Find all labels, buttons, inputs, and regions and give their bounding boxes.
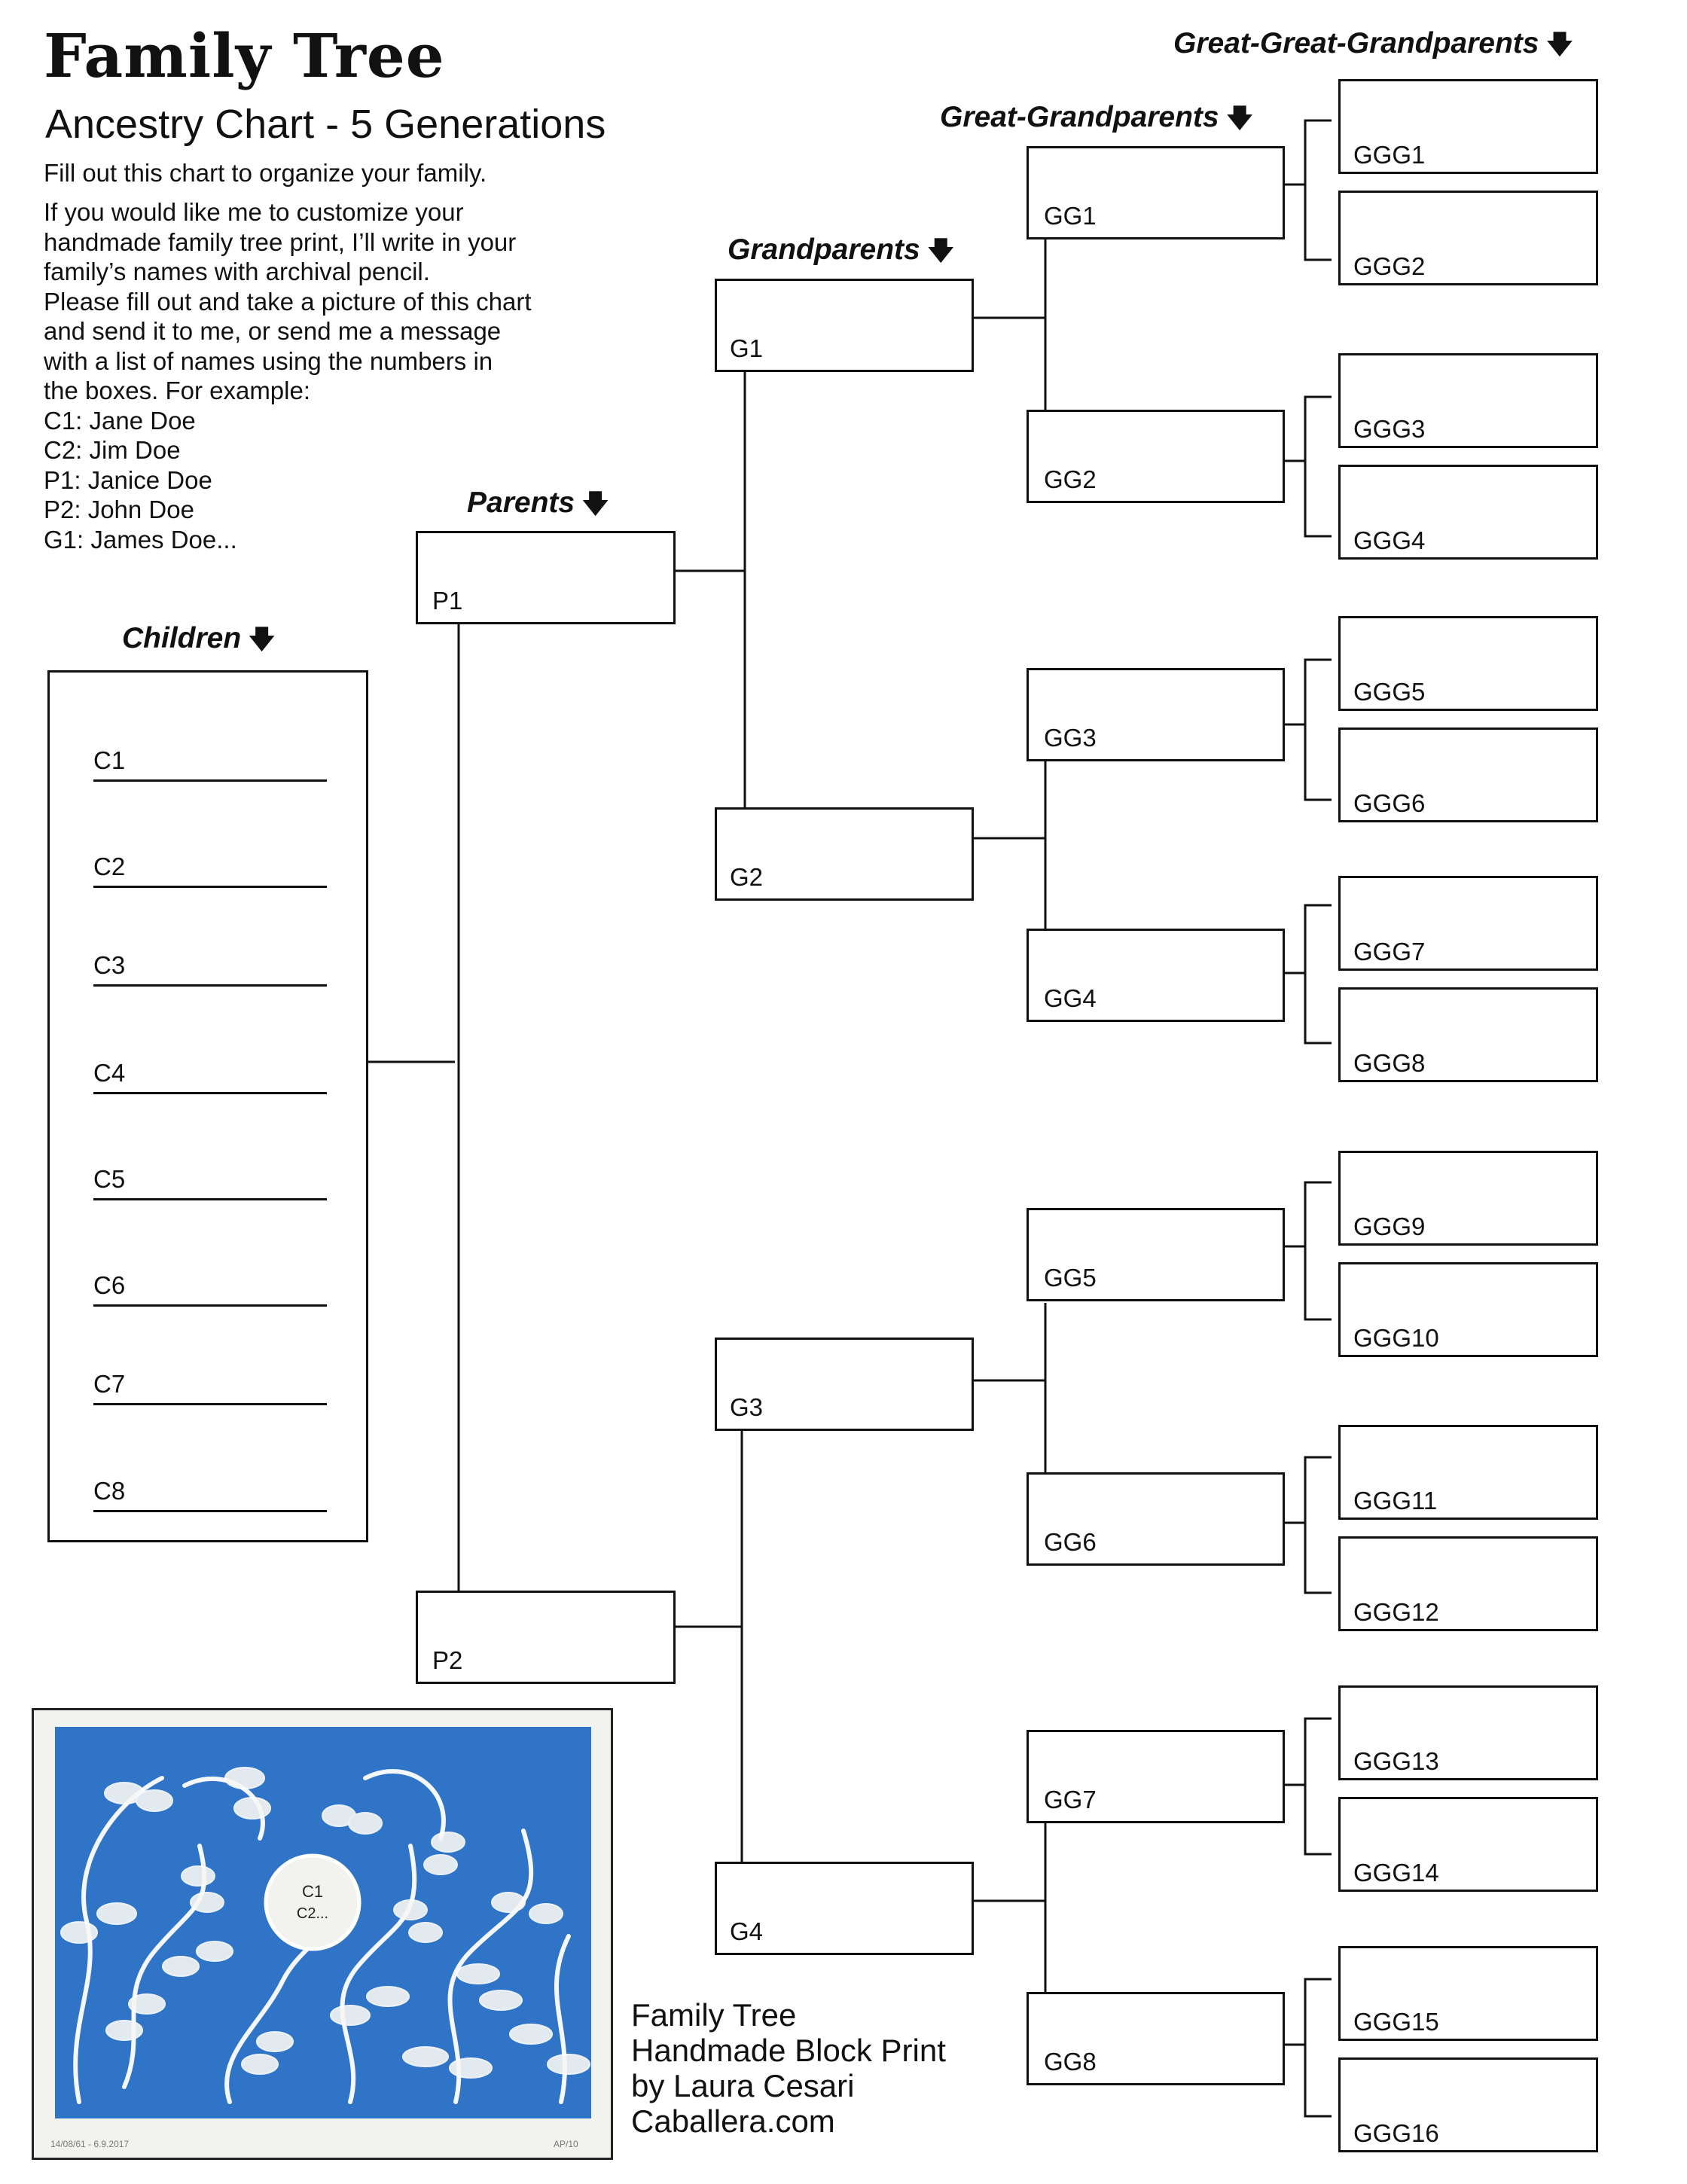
child-line[interactable]	[93, 1362, 327, 1405]
credit-block	[631, 1997, 946, 2139]
great-great-grandparent-label: GGG1	[1353, 141, 1426, 169]
great-great-grandparent-label: GGG3	[1353, 415, 1426, 443]
great-great-grandparent-label: GGG2	[1353, 252, 1426, 280]
header-children	[122, 624, 275, 653]
print-pencil-note: 14/08/61 - 6.9.2017	[50, 2139, 130, 2149]
header-grandparents-label: Grandparents	[728, 233, 920, 266]
great-great-grandparent-box[interactable]	[1338, 876, 1598, 971]
great-great-grandparent-label: GGG10	[1353, 1324, 1439, 1352]
intro-text: Fill out this chart to organize your family.	[44, 159, 487, 187]
child-label: C7	[93, 1370, 126, 1398]
great-great-grandparent-label: GGG9	[1353, 1212, 1426, 1240]
print-center-label: C2...	[296, 1905, 329, 1922]
grandparent-box[interactable]	[715, 807, 974, 901]
great-great-grandparent-box[interactable]	[1338, 1262, 1598, 1357]
grandparent-label: G1	[730, 334, 764, 362]
great-great-grandparent-label: GGG8	[1353, 1049, 1426, 1077]
great-great-grandparent-box[interactable]	[1338, 191, 1598, 285]
great-great-grandparent-box[interactable]	[1338, 1685, 1598, 1780]
great-grandparent-box[interactable]	[1027, 1730, 1285, 1823]
great-great-grandparent-label: GGG12	[1353, 1598, 1439, 1626]
great-grandparent-label: GG3	[1044, 724, 1097, 752]
great-grandparent-box[interactable]	[1027, 146, 1285, 239]
great-grandparent-box[interactable]	[1027, 668, 1285, 761]
child-label: C8	[93, 1477, 126, 1505]
child-label: C2	[93, 853, 126, 880]
great-great-grandparent-label: GGG4	[1353, 526, 1426, 554]
great-great-grandparent-box[interactable]	[1338, 727, 1598, 822]
instruction-line: P2: John Doe	[44, 496, 194, 523]
great-great-grandparent-box[interactable]	[1338, 987, 1598, 1082]
header-great-great-grandparents	[1173, 29, 1573, 58]
great-grandparent-label: GG2	[1044, 465, 1097, 493]
instruction-line: handmade family tree print, I’ll write in your	[44, 227, 517, 256]
great-grandparent-label: GG6	[1044, 1528, 1097, 1556]
header-parents	[467, 488, 609, 517]
great-great-grandparent-label: GGG14	[1353, 1859, 1439, 1887]
child-label: C6	[93, 1271, 126, 1299]
header-great-grandparents	[940, 102, 1253, 132]
child-line[interactable]	[93, 943, 327, 987]
arrow-down-icon: 🡇	[1546, 30, 1573, 59]
parent-box[interactable]	[416, 531, 676, 624]
arrow-down-icon: 🡇	[582, 490, 609, 518]
grandparent-box[interactable]	[715, 279, 974, 372]
child-label: C1	[93, 746, 126, 774]
credit-line: Family Tree	[631, 1997, 797, 2033]
page-subtitle: Ancestry Chart - 5 Generations	[45, 102, 606, 147]
instruction-line: and send it to me, or send me a message	[44, 317, 502, 345]
child-line[interactable]	[93, 1469, 327, 1512]
header-grandparents	[728, 235, 954, 264]
arrow-down-icon: 🡇	[1226, 104, 1253, 133]
great-great-grandparent-box[interactable]	[1338, 1946, 1598, 2041]
grandparent-label: G2	[730, 863, 764, 891]
child-line[interactable]	[93, 1157, 327, 1200]
grandparent-label: G3	[730, 1393, 764, 1421]
parent-label: P2	[432, 1646, 463, 1674]
great-great-grandparent-box[interactable]	[1338, 1536, 1598, 1631]
great-great-grandparent-box[interactable]	[1338, 353, 1598, 448]
great-great-grandparent-box[interactable]	[1338, 2057, 1598, 2152]
print-center-label: C1	[301, 1882, 324, 1901]
block-print-artwork	[34, 1710, 611, 2158]
children-box	[47, 670, 368, 1542]
instruction-line: C1: Jane Doe	[44, 406, 196, 435]
great-great-grandparent-box[interactable]	[1338, 616, 1598, 711]
great-grandparent-label: GG7	[1044, 1786, 1097, 1813]
grandparent-box[interactable]	[715, 1338, 974, 1431]
instruction-line: If you would like me to customize your	[44, 198, 464, 226]
child-line[interactable]	[93, 1263, 327, 1307]
great-grandparent-box[interactable]	[1027, 1992, 1285, 2085]
header-parents-label: Parents	[467, 487, 575, 519]
great-grandparent-label: GG8	[1044, 2048, 1097, 2076]
credit-link[interactable]: Caballera.com	[631, 2103, 835, 2139]
great-great-grandparent-label: GGG5	[1353, 678, 1426, 706]
great-great-grandparent-label: GGG6	[1353, 789, 1426, 817]
child-label: C5	[93, 1165, 126, 1193]
credit-line: by Laura Cesari	[631, 2068, 855, 2103]
great-great-grandparent-box[interactable]	[1338, 465, 1598, 560]
great-great-grandparent-label: GGG7	[1353, 938, 1426, 965]
instruction-line: G1: James Doe...	[44, 525, 237, 554]
great-grandparent-box[interactable]	[1027, 1208, 1285, 1301]
great-great-grandparent-box[interactable]	[1338, 1425, 1598, 1520]
arrow-down-icon: 🡇	[249, 625, 276, 654]
parent-label: P1	[432, 587, 463, 615]
great-great-grandparent-box[interactable]	[1338, 1797, 1598, 1892]
grandparent-label: G4	[730, 1917, 764, 1945]
page-title: Family Tree	[44, 20, 445, 91]
great-great-grandparent-label: GGG13	[1353, 1747, 1439, 1775]
great-grandparent-label: GG1	[1044, 202, 1097, 230]
header-children-label: Children	[122, 622, 242, 654]
instruction-line: P1: Janice Doe	[44, 465, 212, 494]
child-line[interactable]	[93, 1051, 327, 1094]
print-edition-note: AP/10	[554, 2139, 578, 2149]
great-great-grandparent-label: GGG16	[1353, 2119, 1439, 2147]
instruction-line: family’s names with archival pencil.	[44, 258, 430, 285]
instruction-line: Please fill out and take a picture of this chart	[44, 287, 532, 316]
instruction-line: the boxes. For example:	[44, 377, 311, 404]
great-grandparent-box[interactable]	[1027, 1472, 1285, 1566]
grandparent-box[interactable]	[715, 1862, 974, 1955]
great-great-grandparent-box[interactable]	[1338, 79, 1598, 174]
child-line[interactable]	[93, 844, 327, 888]
block-print-photo	[32, 1708, 613, 2160]
great-grandparent-label: GG4	[1044, 984, 1097, 1012]
child-label: C3	[93, 951, 126, 979]
instruction-line: C2: Jim Doe	[44, 436, 181, 464]
great-grandparent-box[interactable]	[1027, 410, 1285, 503]
great-great-grandparent-box[interactable]	[1338, 1151, 1598, 1246]
great-grandparent-label: GG5	[1044, 1264, 1097, 1292]
credit-line: Handmade Block Print	[631, 2033, 946, 2068]
parent-box[interactable]	[416, 1591, 676, 1684]
child-line[interactable]	[93, 738, 327, 782]
instruction-line: with a list of names using the numbers in	[44, 346, 493, 375]
header-great-great-grandparents-label: Great-Great-Grandparents	[1173, 27, 1539, 59]
great-grandparent-box[interactable]	[1027, 929, 1285, 1022]
print-center-flower	[266, 1856, 359, 1949]
header-great-grandparents-label: Great-Grandparents	[940, 101, 1219, 133]
great-great-grandparent-label: GGG15	[1353, 2008, 1439, 2036]
child-label: C4	[93, 1059, 126, 1087]
arrow-down-icon: 🡇	[927, 236, 954, 265]
great-great-grandparent-label: GGG11	[1353, 1487, 1438, 1514]
